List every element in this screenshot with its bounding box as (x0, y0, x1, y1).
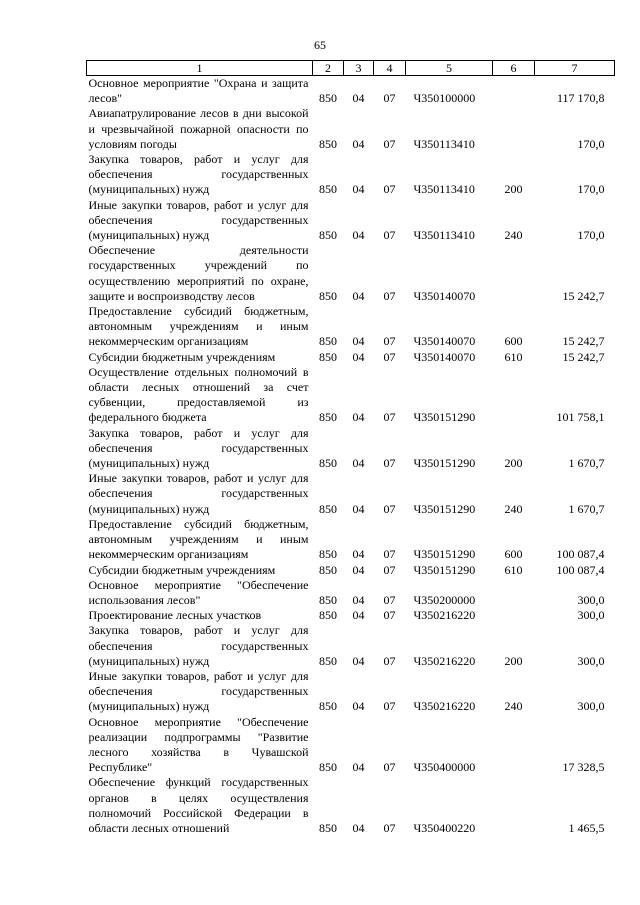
row-pr-cell: 07 (383, 760, 396, 775)
row-cs-cell: Ч350140070 (413, 288, 476, 303)
row-cs-cell: Ч350113410 (413, 228, 475, 243)
row-pr-cell: 07 (383, 699, 396, 714)
row-cs-cell: Ч350151290 (413, 456, 476, 471)
row-vr-cell: 200 (504, 182, 523, 197)
table-row (87, 517, 615, 563)
row-sum-cell: 300,0 (577, 608, 605, 623)
table-row (87, 76, 615, 107)
table-row (87, 623, 615, 669)
row-pr-cell: 07 (383, 653, 396, 668)
row-vr-cell (493, 775, 535, 836)
row-vr-cell: 610 (504, 562, 523, 577)
row-rz-cell: 04 (352, 334, 365, 349)
row-gr-cell: 850 (319, 653, 337, 668)
row-vr-cell: 600 (504, 547, 523, 562)
row-vr-cell (493, 243, 535, 304)
row-cs-cell: Ч350140070 (413, 334, 476, 349)
table-row (87, 578, 615, 608)
row-rz-cell: 04 (352, 592, 365, 607)
row-name-cell: Осуществление отдельных полномочий в области лесных отношений за счет субвенции, предоставляемой из федерального бюджета (88, 364, 309, 425)
table-row (87, 563, 615, 578)
row-gr-cell: 850 (319, 91, 337, 106)
page-number: 65 (314, 38, 326, 52)
row-gr-cell: 850 (319, 820, 337, 835)
row-name-cell: Основное мероприятие "Обеспечение реализации подпрограммы "Развитие лесного хозяйства в Чувашской Республике" (88, 714, 309, 775)
row-name-cell: Обеспечение функций государственных органов в целях осуществления полномочий Российской Федерации в области лесных отношений (88, 775, 309, 835)
row-name-cell: Предоставление субсидий бюджетным, автономным учреждениям и иным некоммерческим организациям (88, 304, 309, 349)
row-pr-cell: 07 (383, 456, 396, 471)
row-gr-cell: 850 (319, 228, 337, 243)
row-pr-cell: 07 (383, 820, 396, 835)
row-cs-cell: Ч350113410 (413, 182, 475, 197)
row-vr-cell (493, 106, 535, 152)
row-rz-cell: 04 (352, 608, 365, 623)
header-row (87, 61, 615, 76)
table-row (87, 106, 615, 152)
row-sum-cell: 300,0 (577, 653, 605, 668)
row-pr-cell: 07 (383, 349, 396, 364)
row-vr-cell: 240 (504, 501, 523, 516)
row-cs-cell: Ч350151290 (413, 501, 476, 516)
header-col-3: 3 (344, 61, 374, 76)
row-name-cell: Авиапатрулирование лесов в дни высокой и чрезвычайной пожарной опасности по условиям погоды (88, 106, 309, 151)
row-rz-cell: 04 (352, 136, 365, 151)
row-sum-cell: 100 087,4 (556, 547, 605, 562)
row-vr-cell (493, 365, 535, 426)
row-gr-cell: 850 (319, 410, 337, 425)
row-gr-cell: 850 (319, 608, 337, 623)
row-sum-cell: 17 328,5 (562, 760, 605, 775)
row-pr-cell: 07 (383, 547, 396, 562)
row-cs-cell: Ч350151290 (413, 562, 476, 577)
row-gr-cell: 850 (319, 592, 337, 607)
row-vr-cell (493, 76, 535, 107)
row-name-cell: Закупка товаров, работ и услуг для обеспечения государственных (муниципальных) нужд (88, 152, 309, 197)
row-vr-cell (493, 608, 535, 623)
header-col-2: 2 (313, 61, 344, 76)
table-body (87, 76, 615, 837)
row-rz-cell: 04 (352, 288, 365, 303)
row-rz-cell: 04 (352, 653, 365, 668)
row-gr-cell: 850 (319, 288, 337, 303)
table-row (87, 669, 615, 715)
row-sum-cell: 300,0 (577, 592, 605, 607)
row-name-cell: Закупка товаров, работ и услуг для обеспечения государственных (муниципальных) нужд (88, 623, 309, 668)
row-name-cell: Основное мероприятие "Обеспечение использования лесов" (88, 577, 309, 607)
row-vr-cell: 610 (504, 349, 523, 364)
row-pr-cell: 07 (383, 182, 396, 197)
row-sum-cell: 1 465,5 (568, 820, 605, 835)
row-rz-cell: 04 (352, 456, 365, 471)
row-rz-cell: 04 (352, 547, 365, 562)
row-gr-cell: 850 (319, 349, 337, 364)
row-sum-cell: 101 758,1 (556, 410, 605, 425)
row-cs-cell: Ч350216220 (413, 653, 476, 668)
row-cs-cell: Ч350151290 (413, 410, 476, 425)
row-cs-cell: Ч350151290 (413, 547, 476, 562)
row-rz-cell: 04 (352, 410, 365, 425)
row-cs-cell: Ч350140070 (413, 349, 476, 364)
header-col-6: 6 (493, 61, 535, 76)
row-rz-cell: 04 (352, 182, 365, 197)
row-cs-cell: Ч350100000 (413, 91, 476, 106)
row-name-cell: Предоставление субсидий бюджетным, автономным учреждениям и иным некоммерческим организациям (88, 516, 309, 562)
row-sum-cell: 1 670,7 (568, 501, 605, 516)
row-cs-cell: Ч350113410 (413, 136, 475, 151)
row-name-cell: Субсидии бюджетным учреждениям (88, 349, 276, 364)
table-row (87, 198, 615, 244)
table-row (87, 715, 615, 776)
row-rz-cell: 04 (352, 562, 365, 577)
row-vr-cell: 240 (504, 228, 523, 243)
row-name-cell: Основное мероприятие "Охрана и защита лесов" (88, 76, 309, 106)
table-row (87, 775, 615, 836)
header-col-4: 4 (374, 61, 406, 76)
row-rz-cell: 04 (352, 760, 365, 775)
row-cs-cell: Ч350400000 (413, 760, 476, 775)
row-pr-cell: 07 (383, 91, 396, 106)
header-col-1: 1 (87, 61, 313, 76)
row-sum-cell: 170,0 (577, 182, 605, 197)
row-sum-cell: 15 242,7 (562, 334, 605, 349)
row-vr-cell (493, 715, 535, 776)
row-cs-cell: Ч350200000 (413, 592, 476, 607)
table-row (87, 365, 615, 426)
row-pr-cell: 07 (383, 136, 396, 151)
row-vr-cell: 600 (504, 334, 523, 349)
row-pr-cell: 07 (383, 288, 396, 303)
row-gr-cell: 850 (319, 334, 337, 349)
row-name-cell: Проектирование лесных участков (88, 608, 262, 623)
row-gr-cell: 850 (319, 699, 337, 714)
row-name-cell: Иные закупки товаров, работ и услуг для обеспечения государственных (муниципальных) нужд (88, 197, 309, 243)
row-rz-cell: 04 (352, 91, 365, 106)
row-pr-cell: 07 (383, 410, 396, 425)
row-vr-cell: 200 (504, 653, 523, 668)
row-name-cell: Обеспечение деятельности государственных учреждений по осуществлению мероприятий по охране, защите и воспроизводству лесов (88, 243, 309, 303)
row-gr-cell: 850 (319, 501, 337, 516)
row-name-cell: Иные закупки товаров, работ и услуг для обеспечения государственных (муниципальных) нужд (88, 471, 309, 516)
row-sum-cell: 1 670,7 (568, 456, 605, 471)
row-gr-cell: 850 (319, 562, 337, 577)
row-gr-cell: 850 (319, 136, 337, 151)
row-pr-cell: 07 (383, 334, 396, 349)
row-rz-cell: 04 (352, 820, 365, 835)
table-row (87, 304, 615, 350)
table-row (87, 243, 615, 304)
table-row (87, 350, 615, 365)
row-pr-cell: 07 (383, 501, 396, 516)
row-sum-cell: 100 087,4 (556, 562, 605, 577)
row-cs-cell: Ч350400220 (413, 820, 476, 835)
header-col-7: 7 (535, 61, 615, 76)
header-col-5: 5 (406, 61, 493, 76)
row-sum-cell: 170,0 (577, 228, 605, 243)
row-gr-cell: 850 (319, 182, 337, 197)
row-pr-cell: 07 (383, 608, 396, 623)
row-vr-cell (493, 578, 535, 608)
row-rz-cell: 04 (352, 228, 365, 243)
row-sum-cell: 117 170,8 (556, 91, 605, 106)
row-gr-cell: 850 (319, 547, 337, 562)
row-sum-cell: 300,0 (577, 699, 605, 714)
row-pr-cell: 07 (383, 228, 396, 243)
row-sum-cell: 170,0 (577, 136, 605, 151)
table-row (87, 152, 615, 198)
row-vr-cell: 200 (504, 456, 523, 471)
table-row (87, 426, 615, 472)
table-row (87, 608, 615, 623)
row-cs-cell: Ч350216220 (413, 608, 476, 623)
row-gr-cell: 850 (319, 760, 337, 775)
table-header (87, 61, 615, 76)
row-rz-cell: 04 (352, 501, 365, 516)
row-name-cell: Иные закупки товаров, работ и услуг для обеспечения государственных (муниципальных) нужд (88, 668, 309, 714)
budget-table (86, 60, 615, 836)
row-name-cell: Субсидии бюджетным учреждениям (88, 562, 276, 577)
row-gr-cell: 850 (319, 456, 337, 471)
row-vr-cell: 240 (504, 699, 523, 714)
row-sum-cell: 15 242,7 (562, 288, 605, 303)
row-rz-cell: 04 (352, 349, 365, 364)
row-pr-cell: 07 (383, 562, 396, 577)
row-rz-cell: 04 (352, 699, 365, 714)
row-name-cell: Закупка товаров, работ и услуг для обеспечения государственных (муниципальных) нужд (88, 425, 309, 471)
row-sum-cell: 15 242,7 (562, 349, 605, 364)
table-row (87, 471, 615, 517)
row-pr-cell: 07 (383, 592, 396, 607)
row-cs-cell: Ч350216220 (413, 699, 476, 714)
